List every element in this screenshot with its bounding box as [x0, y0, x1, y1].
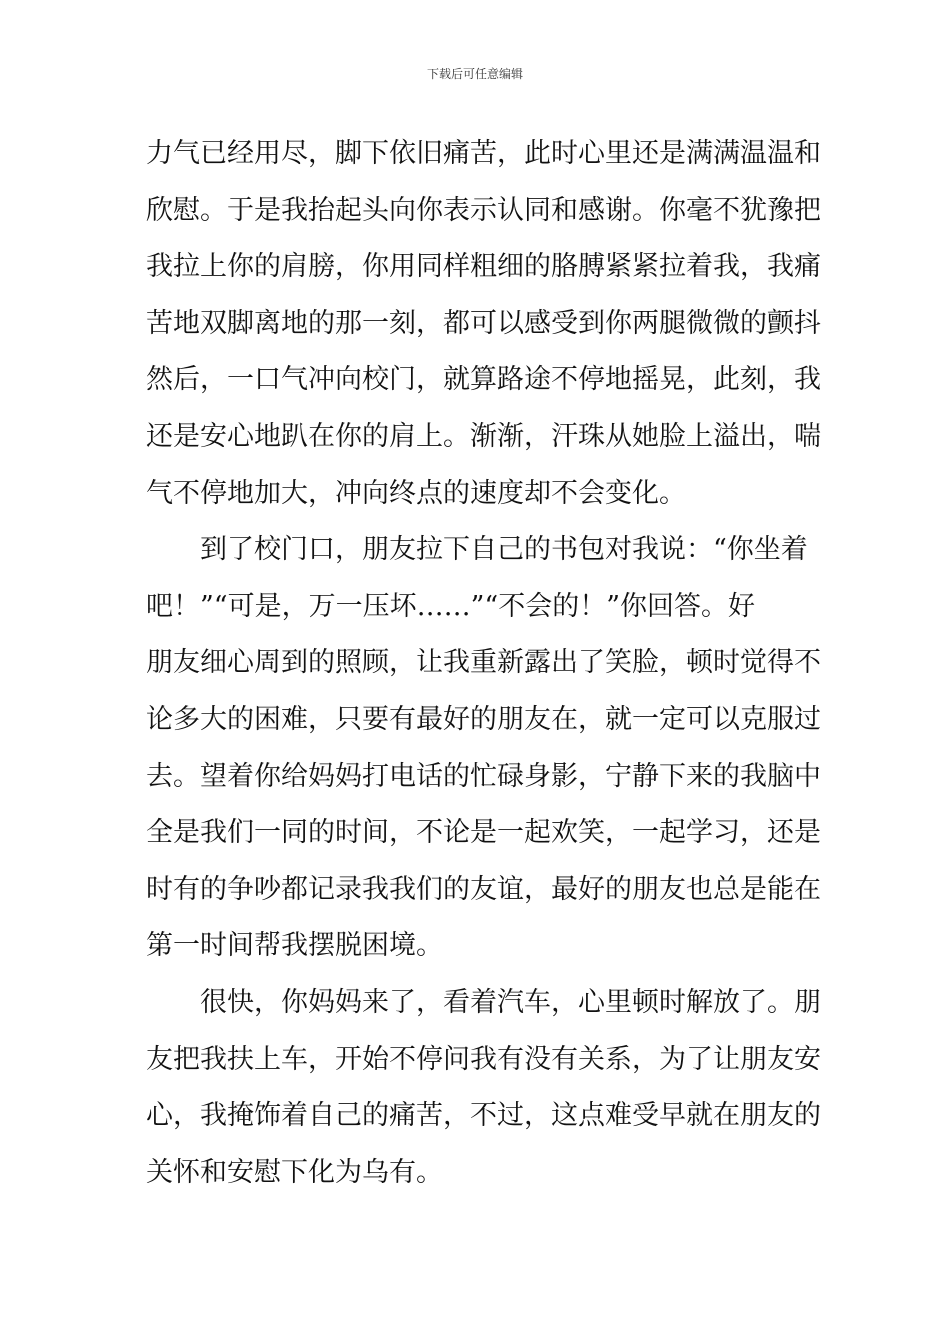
text-line: 全是我们一同的时间，不论是一起欢笑，一起学习，还是	[146, 817, 821, 849]
text-line: 心，我掩饰着自己的痛苦，不过，这点难受早就在朋友的	[146, 1100, 821, 1132]
text-line: 论多大的困难，只要有最好的朋友在，就一定可以克服过	[146, 703, 821, 735]
text-line: 吧！”“可是，万一压坏……”“不会的！”你回答。好	[146, 590, 756, 622]
text-line: 然后，一口气冲向校门，就算路途不停地摇晃，此刻，我	[146, 364, 821, 396]
text-line: 友把我扶上车，开始不停问我有没有关系，为了让朋友安	[146, 1043, 821, 1075]
text-line: 去。望着你给妈妈打电话的忙碌身影，宁静下来的我脑中	[146, 760, 821, 792]
text-line: 时有的争吵都记录我我们的友谊，最好的朋友也总是能在	[146, 873, 821, 905]
text-line: 我拉上你的肩膀，你用同样粗细的胳膊紧紧拉着我，我痛	[146, 251, 821, 283]
body-text	[146, 126, 826, 1201]
page-header: 下载后可任意编辑	[426, 67, 523, 81]
text-line: 欣慰。于是我抬起头向你表示认同和感谢。你毫不犹豫把	[146, 194, 821, 226]
text-line: 力气已经用尽，脚下依旧痛苦，此时心里还是满满温温和	[146, 138, 821, 169]
text-line: 苦地双脚离地的那一刻，都可以感受到你两腿微微的颤抖	[146, 307, 821, 339]
text-line: 很快，你妈妈来了，看着汽车，心里顿时解放了。朋	[200, 986, 821, 1018]
text-line: 朋友细心周到的照顾，让我重新露出了笑脸，顿时觉得不	[146, 647, 821, 679]
text-line: 还是安心地趴在你的肩上。渐渐，汗珠从她脸上溢出，喘	[146, 420, 821, 452]
text-line: 气不停地加大，冲向终点的速度却不会变化。	[146, 477, 686, 509]
text-line: 到了校门口，朋友拉下自己的书包对我说：“你坐着	[200, 534, 808, 566]
text-line: 第一时间帮我摆脱困境。	[146, 930, 443, 962]
text-line: 关怀和安慰下化为乌有。	[146, 1156, 443, 1188]
